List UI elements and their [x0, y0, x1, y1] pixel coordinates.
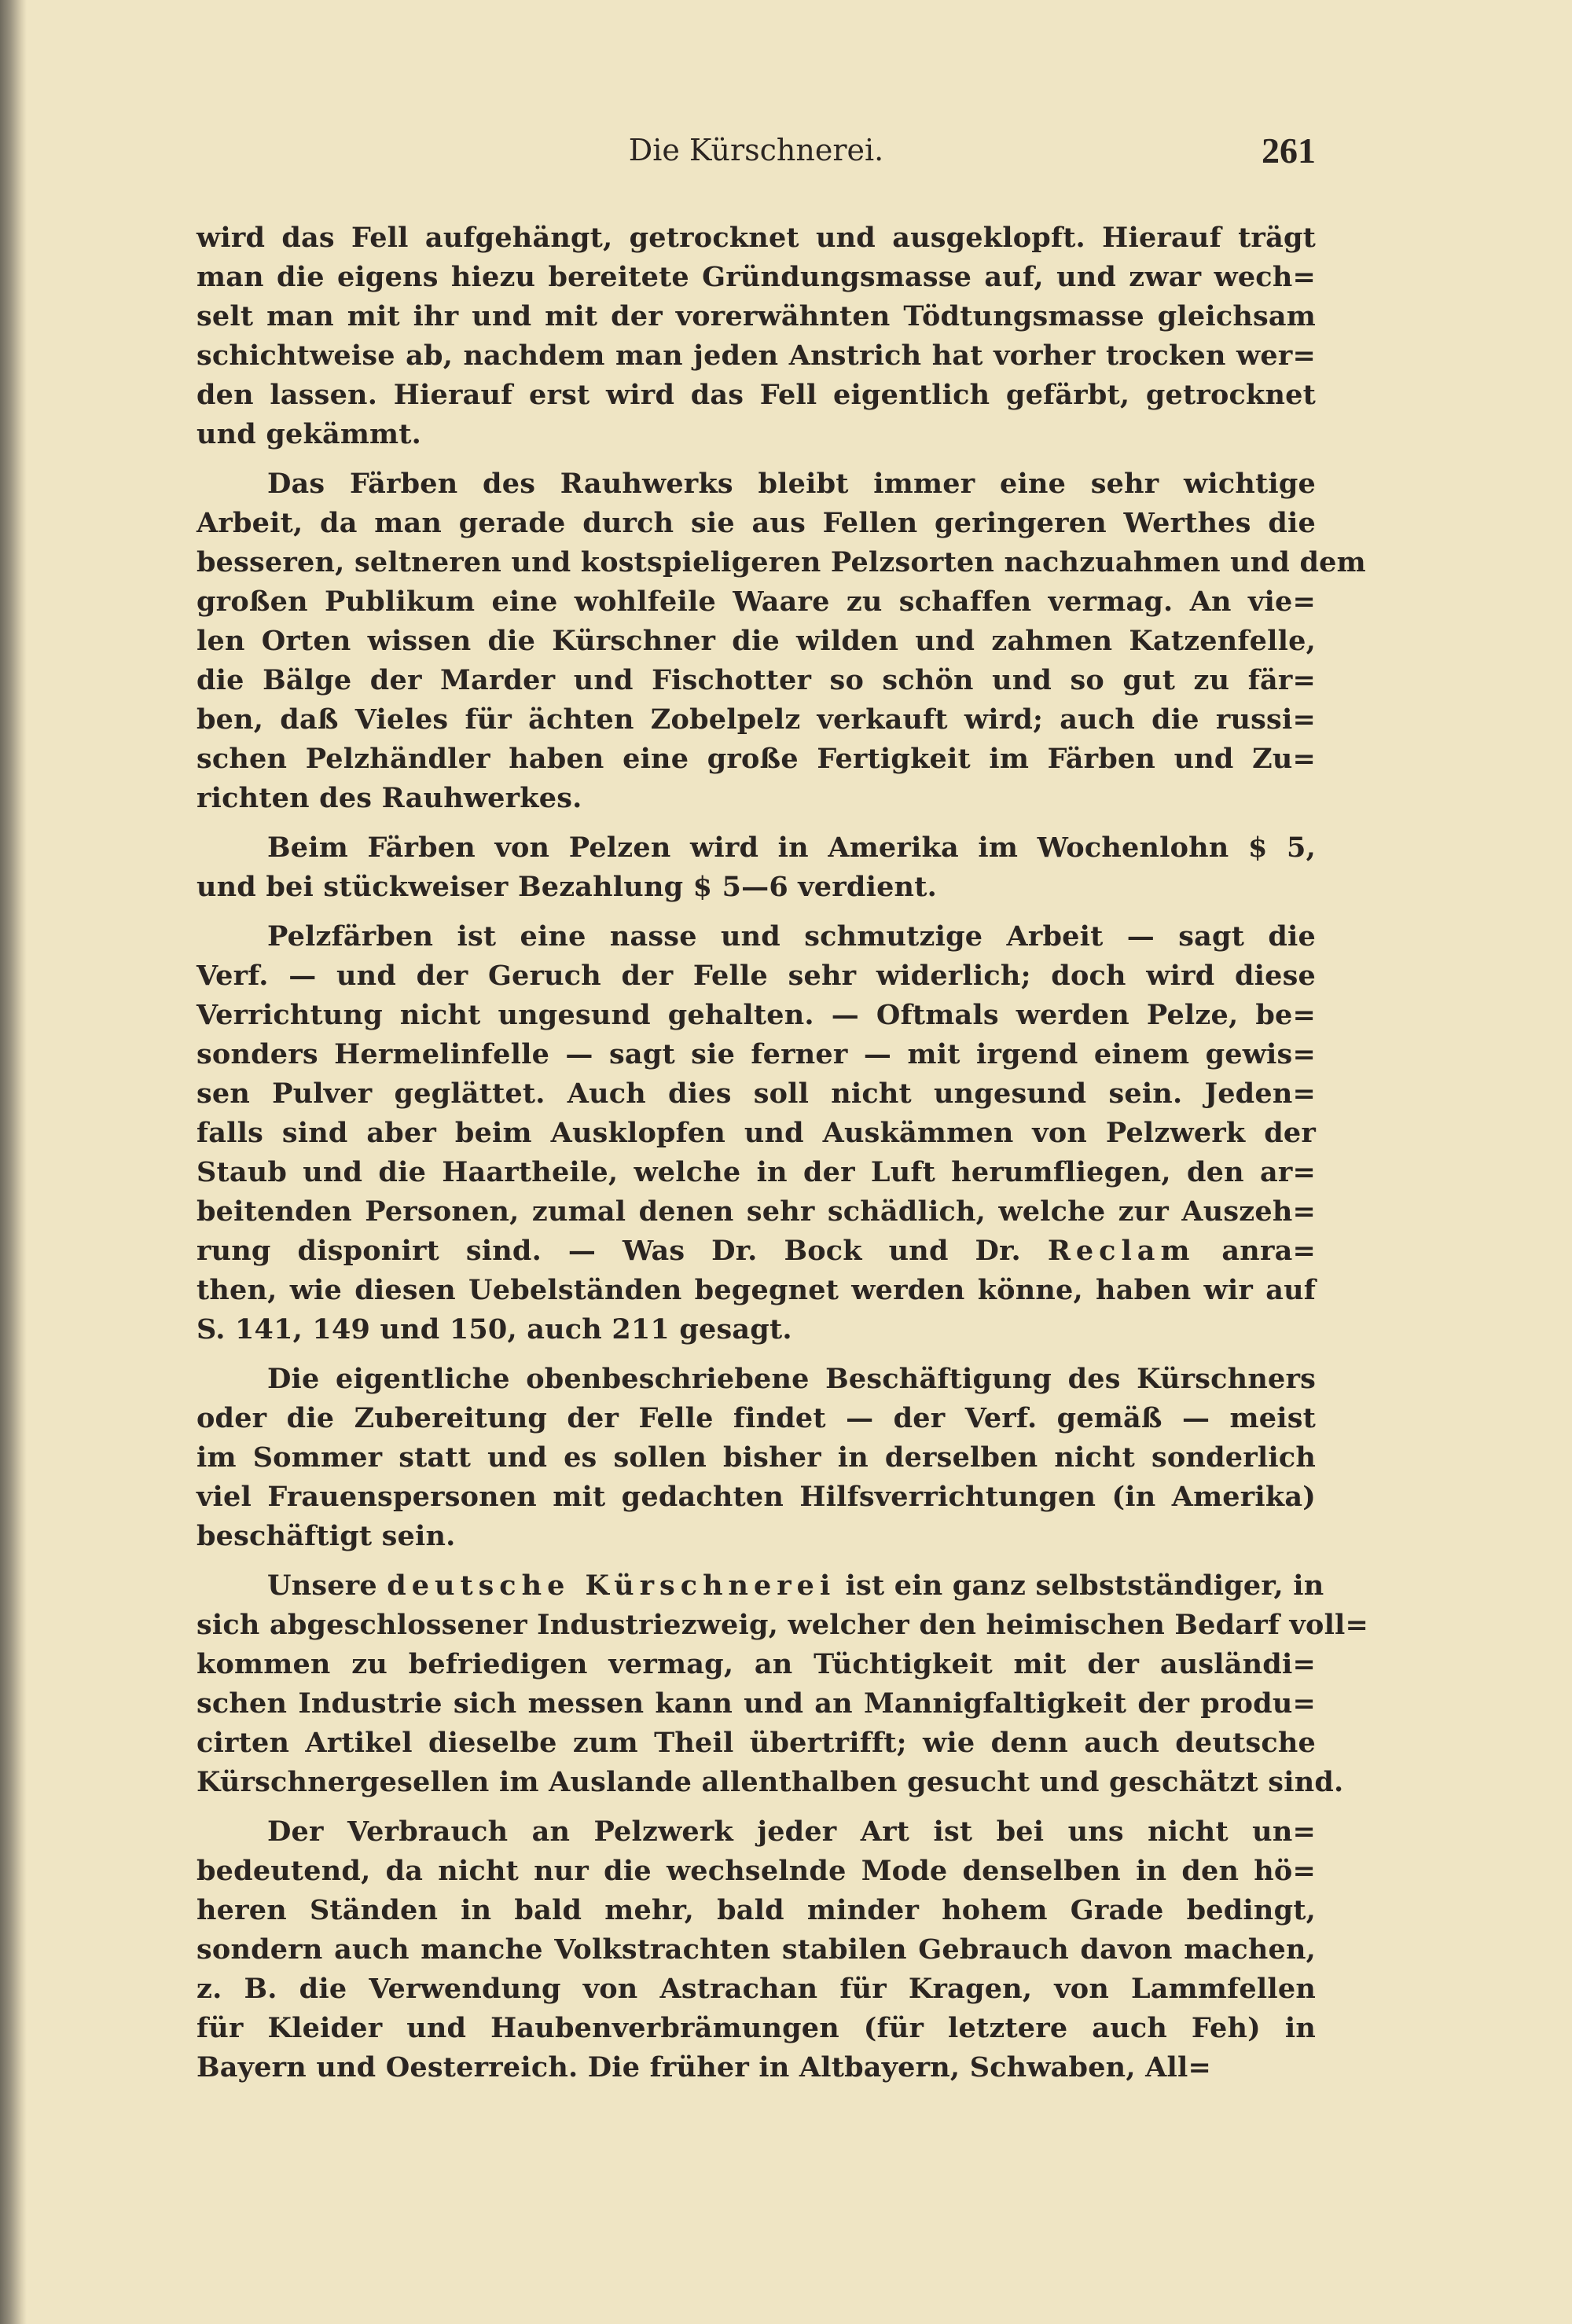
emphasized-text: Reclam	[1047, 1235, 1196, 1267]
running-title: Die Kürschnerei.	[628, 133, 884, 167]
text-line: falls sind aber beim Ausklopfen und Auskämmen von Pelzwerk der	[196, 1117, 1316, 1149]
text-line: beitenden Personen, zumal denen sehr schädlich, welche zur Auszeh=	[196, 1195, 1316, 1228]
text-line: richten des Rauhwerkes.	[196, 782, 582, 814]
text-line: Beim Färben von Pelzen wird in Amerika im Wochenlohn $ 5,	[267, 832, 1316, 864]
text-segment: ist ein ganz selbstständiger, in	[836, 1570, 1324, 1602]
text-line: Pelzfärben ist eine nasse und schmutzige Arbeit — sagt die	[267, 920, 1316, 953]
text-line: schen Pelzhändler haben eine große Fertigkeit im Färben und Zu=	[196, 743, 1316, 775]
text-line: then, wie diesen Uebelständen begegnet werden könne, haben wir auf	[196, 1274, 1316, 1306]
paragraph	[196, 464, 1366, 818]
text-line: Verf. — und der Geruch der Felle sehr widerlich; doch wird diese	[196, 960, 1316, 992]
text-line: z. B. die Verwendung von Astrachan für Kragen, von Lammfellen	[196, 1973, 1316, 2005]
text-line: len Orten wissen die Kürschner die wilden und zahmen Katzenfelle,	[196, 625, 1316, 657]
text-line: Die eigentliche obenbeschriebene Beschäftigung des Kürschners	[267, 1363, 1316, 1395]
text-line: selt man mit ihr und mit der vorerwähnten Tödtungsmasse gleichsam	[196, 300, 1316, 332]
text-line: sonders Hermelinfelle — sagt sie ferner — mit irgend einem gewis=	[196, 1038, 1316, 1070]
text-line: S. 141, 149 und 150, auch 211 gesagt.	[196, 1313, 792, 1346]
text-line: oder die Zubereitung der Felle findet — der Verf. gemäß — meist	[196, 1402, 1316, 1434]
text-segment: rung disponirt sind. — Was Dr. Bock und Dr.	[196, 1235, 1048, 1267]
book-binding-edge	[0, 0, 27, 2324]
text-line: den lassen. Hierauf erst wird das Fell eigentlich gefärbt, getrocknet	[196, 379, 1316, 411]
text-line: sen Pulver geglättet. Auch dies soll nicht ungesund sein. Jeden=	[196, 1078, 1316, 1110]
text-segment: Unsere	[267, 1570, 387, 1602]
text-line: im Sommer statt und es sollen bisher in derselben nicht sonderlich	[196, 1441, 1316, 1474]
text-line: schen Industrie sich messen kann und an Mannigfaltigkeit der produ=	[196, 1687, 1316, 1720]
text-line: Kürschnergesellen im Auslande allenthalben gesucht und geschätzt sind.	[196, 1766, 1344, 1798]
text-line: Das Färben des Rauhwerks bleibt immer eine sehr wichtige	[267, 468, 1316, 500]
text-line: Verrichtung nicht ungesund gehalten. — Oftmals werden Pelze, be=	[196, 999, 1316, 1031]
paragraph	[196, 218, 1316, 454]
text-line: bedeutend, da nicht nur die wechselnde Mode denselben in den hö=	[196, 1855, 1316, 1887]
text-line: großen Publikum eine wohlfeile Waare zu schaffen vermag. An vie=	[196, 586, 1316, 618]
text-line: heren Ständen in bald mehr, bald minder hohem Grade bedingt,	[196, 1894, 1316, 1926]
text-line: ben, daß Vieles für ächten Zobelpelz verkauft wird; auch die russi=	[196, 703, 1316, 736]
text-line	[196, 1566, 1324, 1606]
text-line: viel Frauenspersonen mit gedachten Hilfsverrichtungen (in Amerika)	[196, 1481, 1316, 1513]
text-line	[196, 1232, 1316, 1271]
text-line: schichtweise ab, nachdem man jeden Anstrich hat vorher trocken wer=	[196, 340, 1316, 372]
text-line: sondern auch manche Volkstrachten stabilen Gebrauch davon machen,	[196, 1933, 1316, 1966]
text-line: Der Verbrauch an Pelzwerk jeder Art ist bei uns nicht un=	[267, 1816, 1316, 1848]
text-line: Bayern und Oesterreich. Die früher in Altbayern, Schwaben, All=	[196, 2051, 1211, 2084]
text-line: und bei stückweiser Bezahlung $ 5—6 verdient.	[196, 871, 937, 903]
text-line: Staub und die Haartheile, welche in der Luft herumfliegen, den ar=	[196, 1156, 1316, 1188]
text-line: sich abgeschlossener Industriezweig, welcher den heimischen Bedarf voll=	[196, 1609, 1369, 1641]
page-header	[196, 130, 1316, 177]
text-line: cirten Artikel dieselbe zum Theil übertrifft; wie denn auch deutsche	[196, 1727, 1316, 1759]
text-line: wird das Fell aufgehängt, getrocknet und ausgeklopft. Hierauf trägt	[196, 222, 1316, 254]
text-line: und gekämmt.	[196, 418, 422, 450]
paragraph	[196, 1812, 1316, 2087]
page-body-text	[196, 218, 1369, 2098]
paragraph	[196, 917, 1316, 1349]
page-number: 261	[1262, 130, 1316, 171]
text-line: kommen zu befriedigen vermag, an Tüchtigkeit mit der ausländi=	[196, 1648, 1316, 1680]
paragraph	[196, 828, 1316, 907]
text-line: Arbeit, da man gerade durch sie aus Fellen geringeren Werthes die	[196, 507, 1316, 539]
text-line: beschäftigt sein.	[196, 1520, 456, 1552]
text-line: besseren, seltneren und kostspieligeren Pelzsorten nachzuahmen und dem	[196, 546, 1366, 578]
emphasized-text: deutsche Kürschnerei	[387, 1570, 836, 1602]
text-line: man die eigens hiezu bereitete Gründungsmasse auf, und zwar wech=	[196, 261, 1316, 293]
text-line: die Bälge der Marder und Fischotter so schön und so gut zu fär=	[196, 664, 1316, 696]
paragraph	[196, 1360, 1316, 1556]
paragraph	[196, 1566, 1369, 1802]
text-line: für Kleider und Haubenverbrämungen (für letztere auch Feh) in	[196, 2012, 1316, 2044]
text-segment: anra=	[1195, 1235, 1316, 1267]
